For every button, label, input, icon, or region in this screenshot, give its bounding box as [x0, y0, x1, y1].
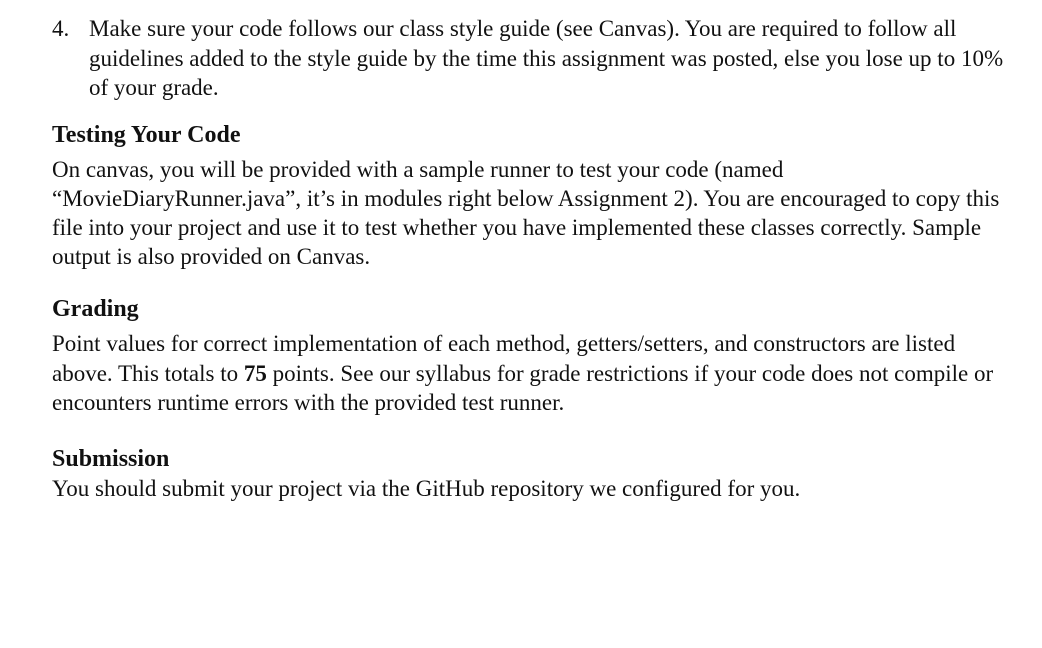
heading-grading: Grading	[52, 296, 139, 323]
paragraph-grading	[52, 329, 1012, 417]
grading-text-after: points. See our syllabus for grade restrictions if your code does not compile or encounters runtime errors with the provided test runner.	[52, 360, 994, 415]
paragraph-testing: On canvas, you will be provided with a sample runner to test your code (named “MovieDiaryRunner.java”, it’s in modules right below Assignment 2). You are encouraged to copy this file into your project and use it to test whether you have implemented these classes correctly. Sample output is also provided on Canvas.	[52, 156, 1000, 270]
paragraph-submission: You should submit your project via the GitHub repository we configured for you.	[52, 475, 801, 501]
section-testing	[52, 120, 1012, 272]
list-text: Make sure your code follows our class style guide (see Canvas). You are required to follow all guidelines added to the style guide by the time this assignment was posted, else you lose up to 10% of your grade.	[89, 16, 1004, 100]
section-grading	[52, 294, 1012, 417]
section-submission	[52, 444, 1012, 503]
points-total: 75	[243, 360, 267, 386]
list-number: 4.	[52, 16, 70, 41]
document-page	[52, 14, 1012, 503]
heading-submission: Submission	[52, 445, 170, 472]
heading-testing: Testing Your Code	[52, 121, 241, 148]
list-item-4	[52, 14, 1012, 103]
grading-text-before: Point values for correct implementation of each method, getters/setters, and constructors are listed above. This totals to	[52, 331, 956, 386]
